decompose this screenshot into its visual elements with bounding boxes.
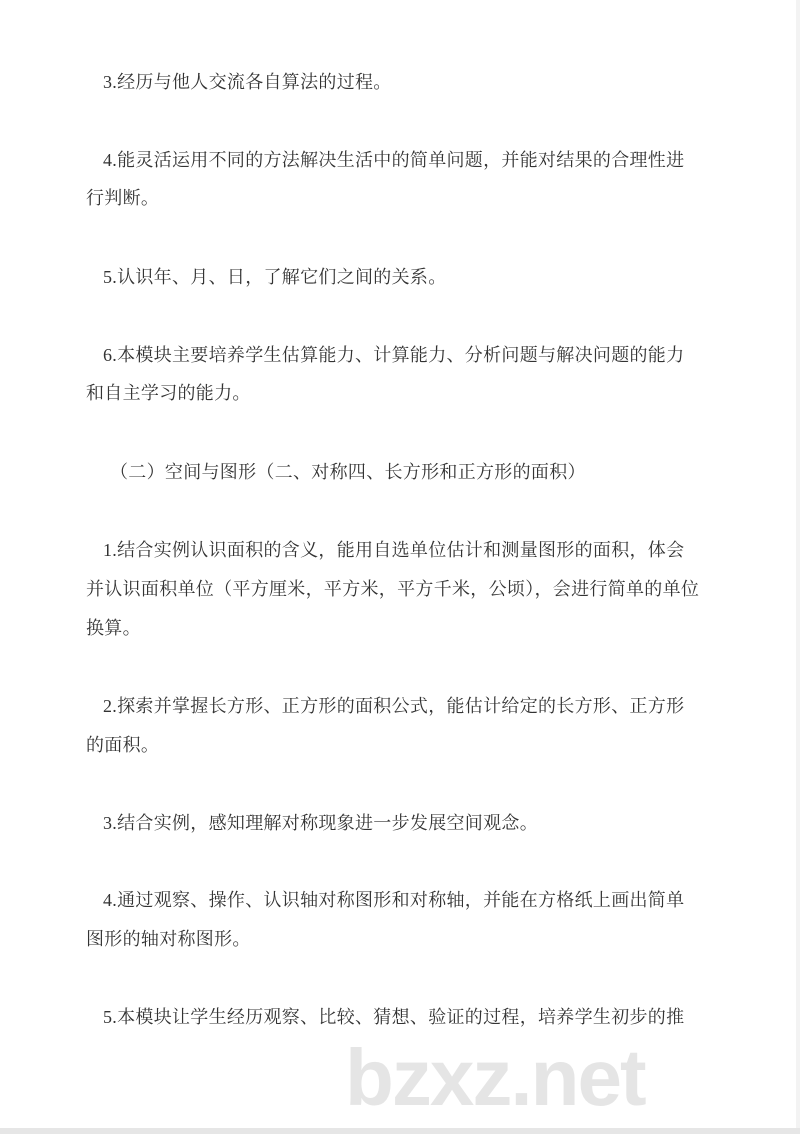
paragraph-line: 3.经历与他人交流各自算法的过程。 bbox=[103, 72, 392, 92]
paragraph-line: 3.结合实例，感知理解对称现象进一步发展空间观念。 bbox=[103, 813, 538, 833]
paragraph-line: 换算。 bbox=[86, 618, 141, 638]
paragraph-line: 4.通过观察、操作、认识轴对称图形和对称轴，并能在方格纸上画出简单 bbox=[103, 890, 685, 910]
paragraph-line: 6.本模块主要培养学生估算能力、计算能力、分析问题与解决问题的能力 bbox=[103, 345, 685, 365]
paragraph-line: 行判断。 bbox=[86, 188, 160, 208]
paragraph-line: 和自主学习的能力。 bbox=[86, 383, 251, 403]
section-heading: （二）空间与图形（二、对称四、长方形和正方形的面积） bbox=[110, 462, 586, 482]
paragraph-line: 5.本模块让学生经历观察、比较、猜想、验证的过程，培养学生初步的推 bbox=[103, 1007, 685, 1027]
paragraph-line: 5.认识年、月、日，了解它们之间的关系。 bbox=[103, 267, 447, 287]
watermark: bzxz.net bbox=[345, 1033, 645, 1122]
paragraph-line: 并认识面积单位（平方厘米，平方米，平方千米，公顷），会进行简单的单位 bbox=[86, 579, 700, 599]
paragraph-line: 1.结合实例认识面积的含义，能用自选单位估计和测量图形的面积，体会 bbox=[103, 540, 685, 560]
page-edge bbox=[796, 0, 800, 1134]
paragraph-line: 图形的轴对称图形。 bbox=[86, 929, 251, 949]
paragraph-line: 的面积。 bbox=[86, 735, 160, 755]
page-bottom-border bbox=[0, 1128, 800, 1134]
paragraph-line: 4.能灵活运用不同的方法解决生活中的简单问题，并能对结果的合理性进 bbox=[103, 150, 685, 170]
paragraph-line: 2.探索并掌握长方形、正方形的面积公式，能估计给定的长方形、正方形 bbox=[103, 696, 685, 716]
